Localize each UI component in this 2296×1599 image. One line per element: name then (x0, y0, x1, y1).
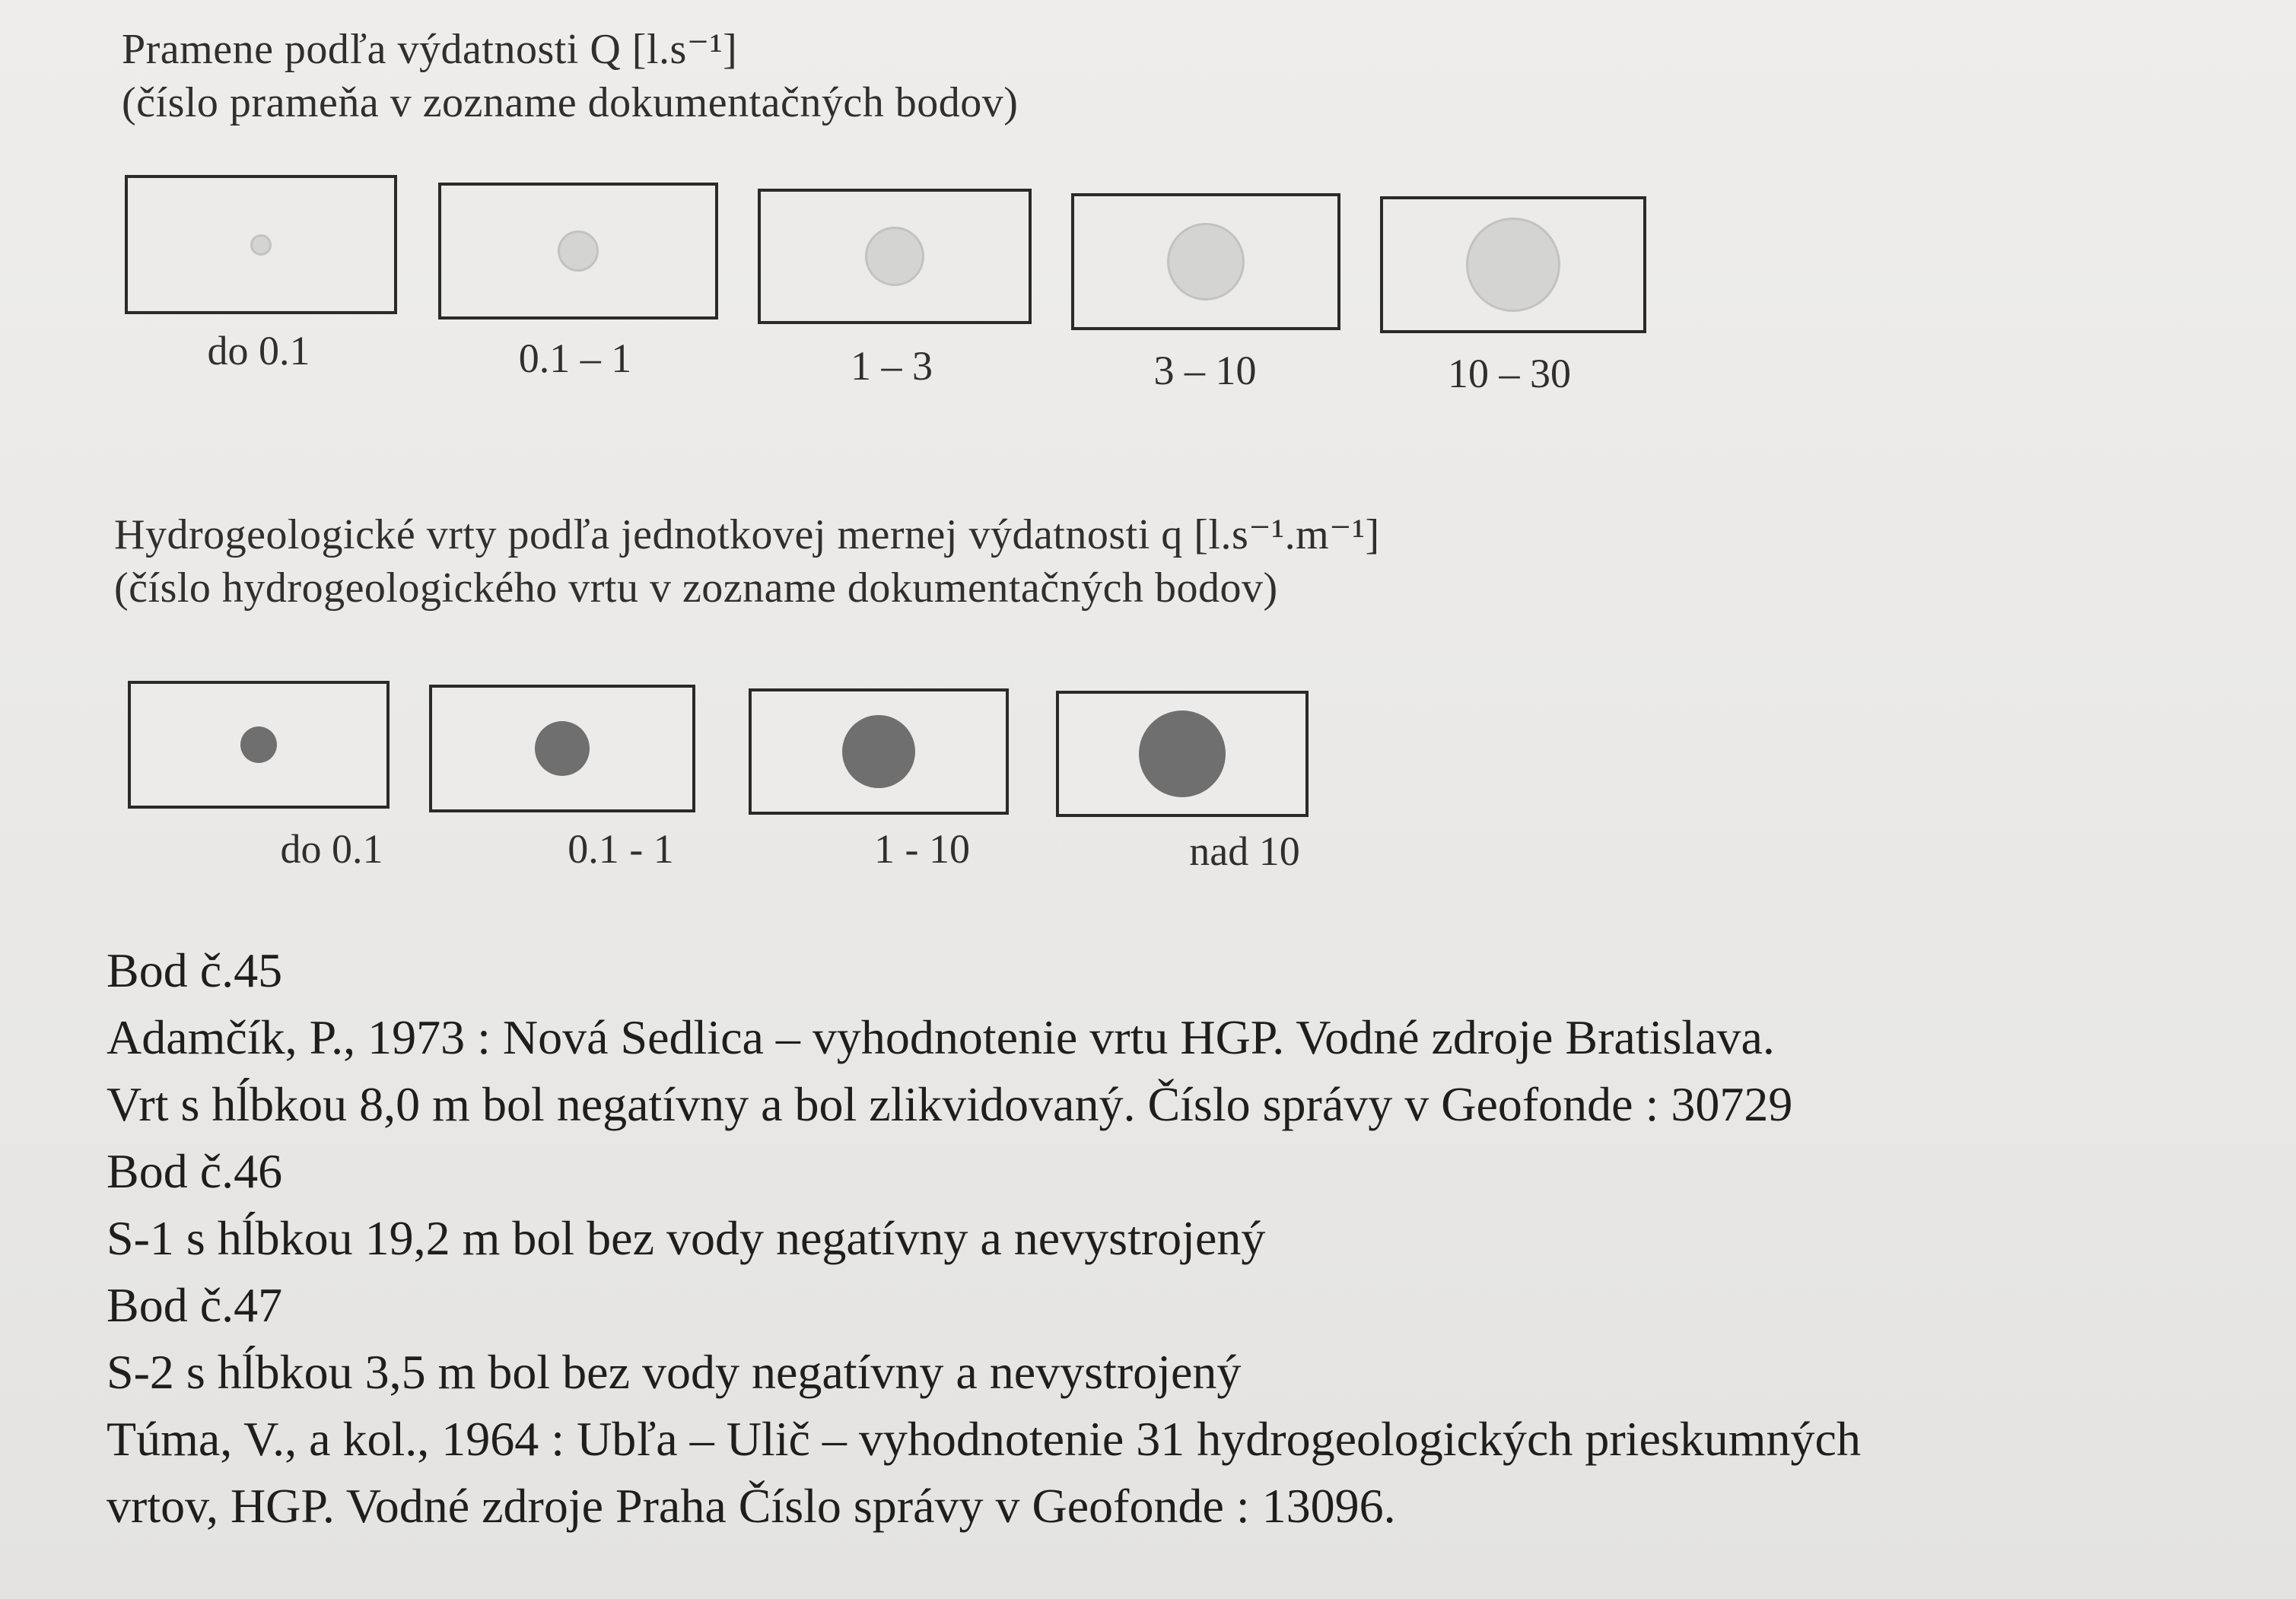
spring-symbol-dot (1167, 223, 1245, 300)
wells-caption-line1: Hydrogeologické vrty podľa jednotkovej mernej výdatnosti q [l.s⁻¹.m⁻¹] (114, 511, 1380, 558)
well-symbol-dot (240, 726, 277, 763)
springs-legend-label: do 0.1 (207, 328, 310, 374)
wells-caption-line2: (číslo hydrogeologického vrtu v zozname dokumentačných bodov) (114, 564, 1278, 612)
springs-legend-box-5 (1380, 196, 1646, 333)
springs-legend-label: 10 – 30 (1448, 351, 1571, 396)
springs-caption-line1: Pramene podľa výdatnosti Q [l.s⁻¹] (122, 26, 738, 73)
springs-legend-caption (122, 23, 1018, 129)
wells-legend-box-1 (128, 681, 390, 809)
text-line: Bod č.47 (107, 1278, 283, 1332)
springs-legend-box-4 (1071, 193, 1340, 330)
spring-symbol-dot (250, 234, 272, 256)
wells-legend-box-3 (749, 688, 1009, 815)
document-body-text (107, 937, 1861, 1540)
wells-legend-box-4 (1056, 691, 1309, 817)
springs-legend-box-3 (758, 189, 1032, 324)
wells-legend-caption (114, 508, 1380, 615)
wells-legend-label: do 0.1 (280, 826, 383, 872)
text-line: vrtov, HGP. Vodné zdroje Praha Číslo správy v Geofonde : 13096. (107, 1479, 1396, 1533)
text-line: Vrt s hĺbkou 8,0 m bol negatívny a bol zlikvidovaný. Číslo správy v Geofonde : 30729 (107, 1077, 1793, 1131)
springs-legend-box-1 (125, 175, 397, 314)
springs-legend-label: 0.1 – 1 (518, 335, 632, 381)
text-line: S-2 s hĺbkou 3,5 m bol bez vody negatívny a nevystrojený (107, 1345, 1242, 1399)
text-line: Adamčík, P., 1973 : Nová Sedlica – vyhodnotenie vrtu HGP. Vodné zdroje Bratislava. (107, 1010, 1775, 1064)
text-line: Bod č.46 (107, 1144, 283, 1198)
springs-legend-label: 3 – 10 (1153, 348, 1257, 393)
springs-caption-line2: (číslo prameňa v zozname dokumentačných bodov) (122, 79, 1019, 126)
wells-legend-label: nad 10 (1189, 828, 1300, 874)
wells-legend-label: 0.1 - 1 (568, 826, 674, 872)
wells-legend-box-2 (429, 685, 695, 812)
text-line: Túma, V., a kol., 1964 : Ubľa – Ulič – vyhodnotenie 31 hydrogeologických prieskumných (107, 1412, 1861, 1466)
well-symbol-dot (535, 721, 590, 776)
well-symbol-dot (1139, 710, 1226, 797)
springs-legend-label: 1 – 3 (851, 343, 933, 389)
spring-symbol-dot (865, 227, 924, 286)
spring-symbol-dot (1466, 218, 1560, 312)
text-line: Bod č.45 (107, 943, 283, 997)
text-line: S-1 s hĺbkou 19,2 m bol bez vody negatívny a nevystrojený (107, 1211, 1266, 1265)
wells-legend-label: 1 - 10 (874, 826, 970, 872)
well-symbol-dot (842, 715, 915, 788)
springs-legend-box-2 (438, 183, 718, 319)
spring-symbol-dot (558, 230, 599, 272)
